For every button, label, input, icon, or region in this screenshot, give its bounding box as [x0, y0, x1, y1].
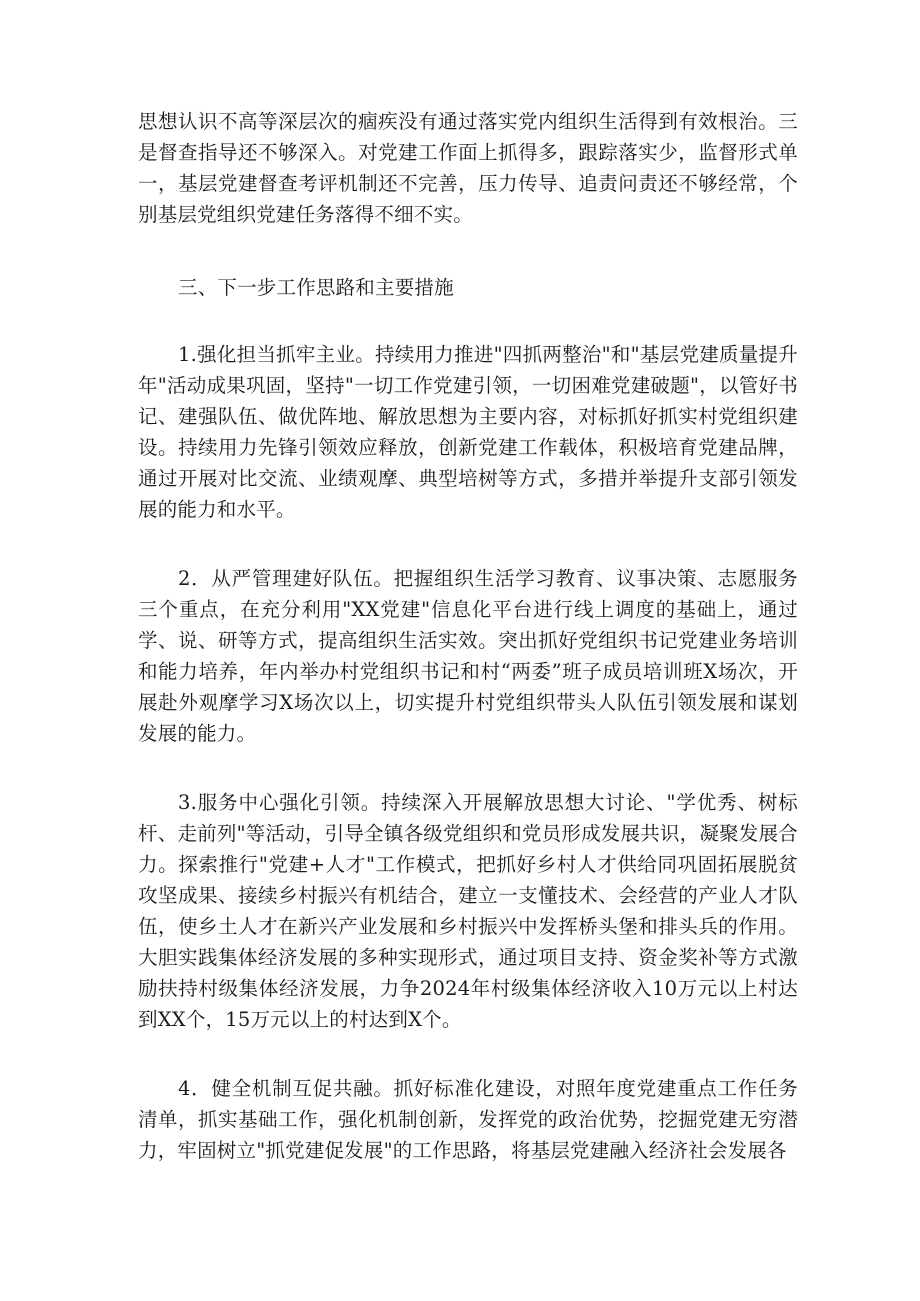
measure-paragraph-4: 4．健全机制互促共融。抓好标准化建设，对照年度党建重点工作任务清单，抓实基础工作，强化机制创新，发挥党的政治优势，挖掘党建无穷潜力，牢固树立"抓党建促发展"的工作思路，将基层党建融入经济社会发展各 [138, 1077, 798, 1162]
section-heading: 三、下一步工作思路和主要措施 [178, 276, 454, 299]
measure-paragraph-2: 2．从严管理建好队伍。把握组织生活学习教育、议事决策、志愿服务三个重点，在充分利用"XX党建"信息化平台进行线上调度的基础上，通过学、说、研等方式，提高组织生活实效。突出抓好党组织书记党建业务培训和能力培养，年内举办村党组织书记和村“两委”班子成员培训班X场次，开展赴外观摩学习X场次以上，切实提升村党组织带头人队伍引领发展和谋划发展的能力。 [138, 567, 798, 745]
measure-paragraph-1: 1.强化担当抓牢主业。持续用力推进"四抓两整治"和"基层党建质量提升年"活动成果巩固，坚持"一切工作党建引领，一切困难党建破题"，以管好书记、建强队伍、做优阵地、解放思想为主要内容，对标抓好抓实村党组织建设。持续用力先锋引领效应释放，创新党建工作载体，积极培育党建品牌，通过开展对比交流、业绩观摩、典型培树等方式，多措并举提升支部引领发展的能力和水平。 [138, 343, 798, 521]
document-page [138, 106, 798, 1166]
body-paragraph-continued: 思想认识不高等深层次的痼疾没有通过落实党内组织生活得到有效根治。三是督查指导还不够深入。对党建工作面上抓得多，跟踪落实少，监督形式单一，基层党建督查考评机制还不完善，压力传导、追责问责还不够经常，个别基层党组织党建任务落得不细不实。 [138, 110, 798, 226]
measure-paragraph-3: 3.服务中心强化引领。持续深入开展解放思想大讨论、"学优秀、树标杆、走前列"等活动，引导全镇各级党组织和党员形成发展共识，凝聚发展合力。探索推行"党建+人才"工作模式，把抓好乡村人才供给同巩固拓展脱贫攻坚成果、接续乡村振兴有机结合，建立一支懂技术、会经营的产业人才队伍，使乡土人才在新兴产业发展和乡村振兴中发挥桥头堡和排头兵的作用。大胆实践集体经济发展的多种实现形式，通过项目支持、资金奖补等方式激励扶持村级集体经济发展，力争2024年村级集体经济收入10万元以上村达到XX个，15万元以上的村达到X个。 [138, 791, 798, 1031]
